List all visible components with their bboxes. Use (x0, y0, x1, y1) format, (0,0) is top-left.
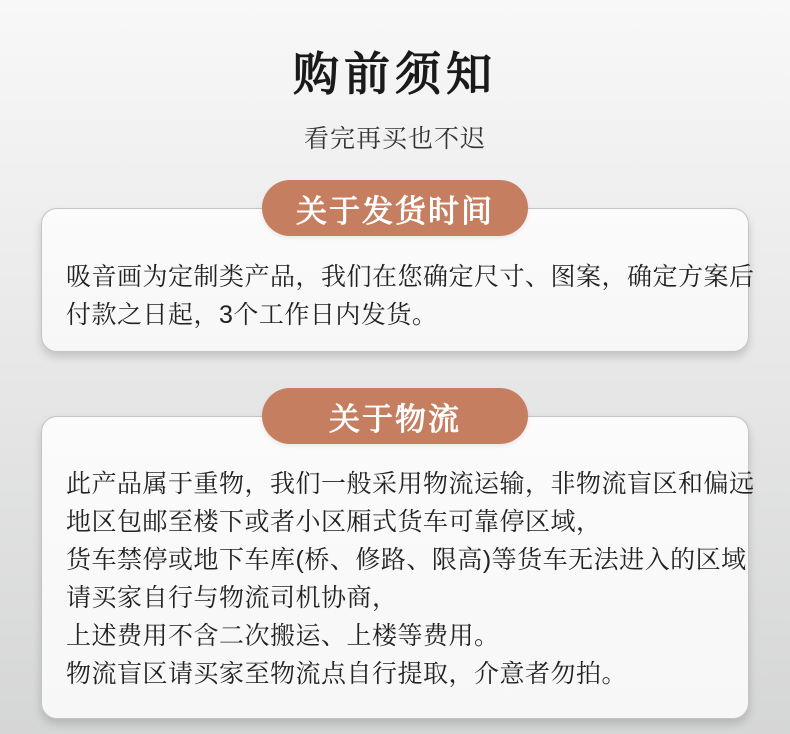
logistics-card (41, 416, 755, 719)
logistics-badge-label: 关于物流 (329, 401, 461, 437)
logistics-text-line: 物流盲区请买家至物流点自行提取，介意者勿拍。 (66, 660, 628, 688)
shipping-time-badge-label: 关于发货时间 (296, 193, 494, 229)
page-title: 购前须知 (293, 48, 497, 100)
logistics-badge (262, 388, 528, 444)
shipping-text-line: 付款之日起，3个工作日内发货。 (66, 301, 438, 329)
logistics-text-line: 请买家自行与物流司机协商， (66, 584, 398, 612)
shipping-text-line: 吸音画为定制类产品，我们在您确定尺寸、图案，确定方案后 (66, 263, 755, 291)
logistics-text-line: 地区包邮至楼下或者小区厢式货车可靠停区域， (66, 508, 602, 536)
shipping-time-section (0, 180, 790, 352)
shipping-time-badge (262, 180, 528, 236)
logistics-text-line: 货车禁停或地下车库(桥、修路、限高)等货车无法进入的区域 (66, 546, 747, 574)
page-subtitle: 看完再买也不迟 (303, 125, 486, 153)
logistics-section (0, 388, 790, 719)
logistics-text-line: 上述费用不含二次搬运、上楼等费用。 (66, 622, 500, 650)
logistics-text-line: 此产品属于重物，我们一般采用物流运输，非物流盲区和偏远 (66, 470, 755, 498)
